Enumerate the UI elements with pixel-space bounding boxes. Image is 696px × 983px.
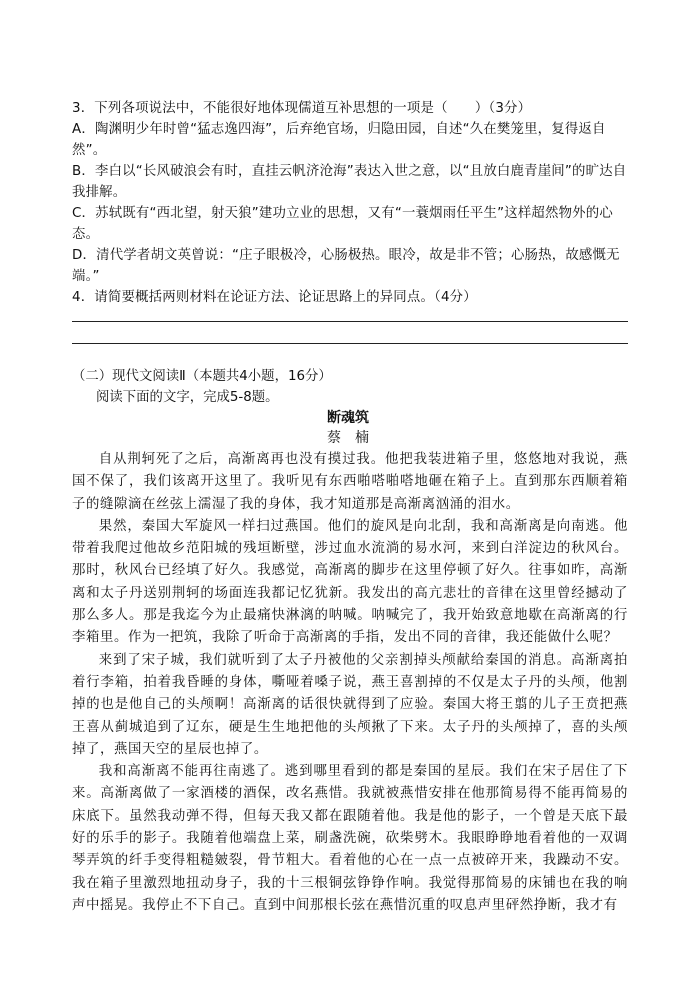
answer-line-2 xyxy=(72,343,628,344)
answer-line-1 xyxy=(72,321,628,322)
option-c: C．苏轼既有“西北望，射天狼”建功立业的思想，又有“一蓑烟雨任平生”这样超然物外的心态。 xyxy=(72,206,613,242)
paragraph: 自从荆轲死了之后，高渐离再也没有摸过我。他把我装进箱子里，悠悠地对我说，燕国不保了，我们该离开这里了。我听见有东西啪嗒啪嗒地砸在箱子上。直到那东西顺着箱子的缝隙滴在丝弦上濡湿了我的身体，我才知道那是高渐离汹涌的泪水。 xyxy=(72,452,628,512)
paragraph: 果然，秦国大军旋风一样扫过燕国。他们的旋风是向北刮，我和高渐离是向南逃。他带着我爬过他故乡范阳城的残垣断壁，涉过血水流淌的易水河，来到白洋淀边的秋风台。那时，秋风台已经填了好久。我感觉，高渐离的脚步在这里停顿了好久。往事如昨，高渐离和太子丹送别荆轲的场面连我都记忆犹新。我发出的高亢悲壮的音律在这里曾经撼动了那么多人。那是我迄今为止最痛快淋漓的呐喊。呐喊完了，我开始致意地歇在高渐离的行李箱里。作为一把筑，我除了听命于高渐离的手指，发出不同的音律，我还能做什么呢？ xyxy=(72,518,628,646)
question-3: 3．下列各项说法中，不能很好地体现儒道互补思想的一项是（ ）（3分） xyxy=(72,101,532,116)
option-a: A．陶渊明少年时曾“猛志逸四海”，后弃绝官场，归隐田园，自述“久在樊笼里，复得返自然”。 xyxy=(72,122,606,158)
option-b: B．李白以“长风破浪会有时，直挂云帆济沧海”表达入世之意，以“且放白鹿青崖间”的旷达自我排解。 xyxy=(72,164,627,200)
paragraph: 来到了宋子城，我们就听到了太子丹被他的父亲割掉头颅献给秦国的消息。高渐离拍着行李箱，拍着我昏睡的身体，嘶哑着嗓子说，燕王喜割掉的不仅是太子丹的头颅，他割掉的也是他自己的头颅啊！高渐离的话很快就得到了应验。秦国大将王翦的儿子王贲把燕王喜从蓟城追到了辽东，硬是生生地把他的头颅揪了下来。太子丹的头颅掉了，喜的头颅掉了，燕国天空的星辰也掉了。 xyxy=(72,652,628,757)
question-4: 4．请简要概括两则材料在论证方法、论证思路上的异同点。（4分） xyxy=(72,290,477,305)
article-body xyxy=(72,449,628,917)
option-d: D．清代学者胡文英曾说：“庄子眼极冷，心肠极热。眼冷，故是非不管；心肠热，故感慨无端。” xyxy=(72,248,620,284)
article-author: 蔡 楠 xyxy=(327,430,369,446)
article-title: 断魂筑 xyxy=(327,410,369,426)
section-heading: （二）现代文阅读Ⅱ（本题共4小题，16分） xyxy=(72,369,332,384)
paragraph: 我和高渐离不能再往南逃了。逃到哪里看到的都是秦国的星辰。我们在宋子居住了下来。高渐离做了一家酒楼的酒保，改名燕惜。我就被燕惜安排在他那简易得不能再简易的床底下。虽然我动弹不得，但每天我又都在跟随着他。我是他的影子，一个曾是天底下最好的乐手的影子。我随着他端盘上菜，刷盏洗碗，砍柴劈木。我眼睁睁地看着他的一双调琴弄筑的纤手变得粗糙皴裂，骨节粗大。看着他的心在一点一点被碎开来，我躁动不安。我在箱子里激烈地扭动身子，我的十三根铜弦铮铮作响。我觉得那简易的床铺也在我的响声中摇晃。我停止不下自己。直到中间那根长弦在燕惜沉重的叹息声里砰然挣断，我才有 xyxy=(72,764,628,913)
section-instruction: 阅读下面的文字，完成5-8题。 xyxy=(96,390,279,405)
